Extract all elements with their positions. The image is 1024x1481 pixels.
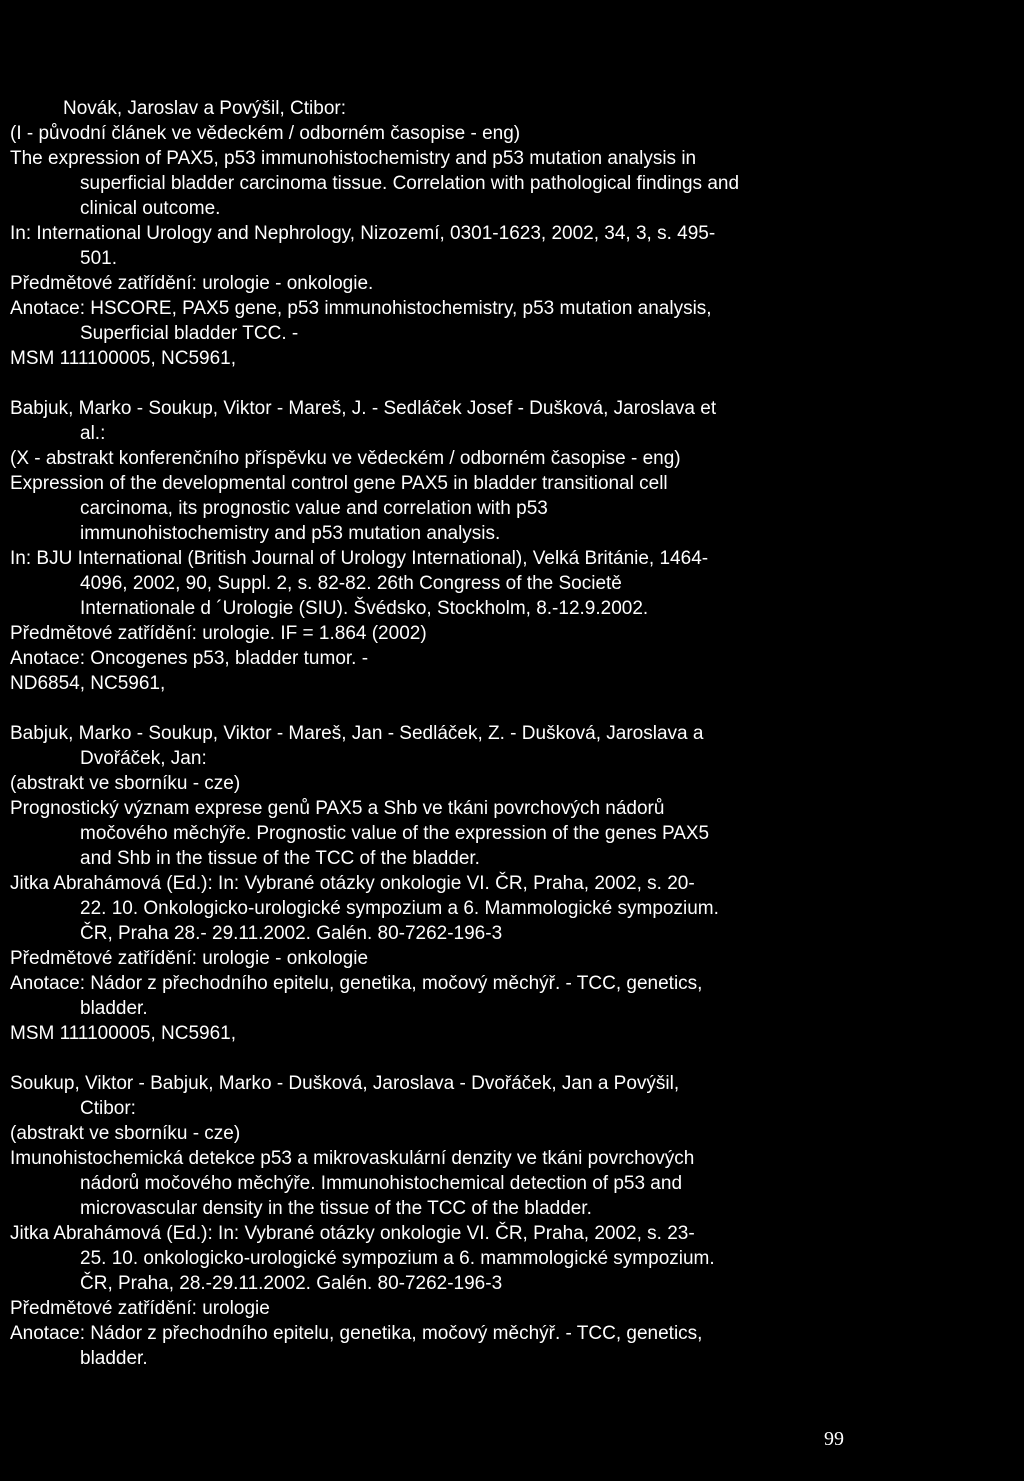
bibliography-entry	[10, 721, 850, 1046]
entry-source-line: 22. 10. Onkologicko-urologické sympozium a 6. Mammologické sympozium.	[80, 898, 719, 919]
entry-title-line: immunohistochemistry and p53 mutation analysis.	[80, 523, 501, 544]
entry-type: (abstrakt ve sborníku - cze)	[10, 1123, 241, 1144]
entry-source-line: ČR, Praha, 28.-29.11.2002. Galén. 80-7262-196-3	[80, 1273, 503, 1294]
entry-title-line: Prognostický význam exprese genů PAX5 a Shb ve tkáni povrchových nádorů	[10, 798, 665, 819]
entry-title-line: nádorů močového měchýře. Immunohistochemical detection of p53 and	[80, 1173, 683, 1194]
entry-annotation-line: Anotace: Nádor z přechodního epitelu, genetika, močový měchýř. - TCC, genetics,	[10, 1323, 703, 1344]
bibliography-list	[10, 96, 850, 1396]
entry-authors-line: Babjuk, Marko - Soukup, Viktor - Mareš, Jan - Sedláček, Z. - Dušková, Jaroslava a	[10, 723, 704, 744]
entry-grants: MSM 111100005, NC5961,	[10, 348, 237, 369]
entry-grants: MSM 111100005, NC5961,	[10, 1023, 237, 1044]
entry-source-line: In: International Urology and Nephrology, Nizozemí, 0301-1623, 2002, 34, 3, s. 495-	[10, 223, 716, 244]
entry-source-line: 501.	[80, 248, 117, 269]
entry-annotation-line: bladder.	[80, 998, 148, 1019]
entry-classification: Předmětové zatřídění: urologie. IF = 1.864 (2002)	[10, 623, 427, 644]
entry-type: (X - abstrakt konferenčního příspěvku ve vědeckém / odborném časopise - eng)	[10, 448, 681, 469]
entry-classification: Předmětové zatřídění: urologie - onkologie.	[10, 273, 374, 294]
entry-grants: ND6854, NC5961,	[10, 673, 166, 694]
entry-authors-line: Ctibor:	[80, 1098, 136, 1119]
entry-source-line: Jitka Abrahámová (Ed.): In: Vybrané otázky onkologie VI. ČR, Praha, 2002, s. 20-	[10, 873, 695, 894]
entry-source-line: 4096, 2002, 90, Suppl. 2, s. 82-82. 26th Congress of the Societě	[80, 573, 622, 594]
entry-source-line: Internationale d ´Urologie (SIU). Švédsko, Stockholm, 8.-12.9.2002.	[80, 598, 649, 619]
entry-type: (I - původní článek ve vědeckém / odborném časopise - eng)	[10, 123, 521, 144]
entry-title-line: microvascular density in the tissue of the TCC of the bladder.	[80, 1198, 592, 1219]
bibliography-entry	[10, 96, 850, 371]
entry-title-line: Expression of the developmental control gene PAX5 in bladder transitional cell	[10, 473, 668, 494]
entry-title-line: močového měchýře. Prognostic value of the expression of the genes PAX5	[80, 823, 710, 844]
entry-title-line: and Shb in the tissue of the TCC of the bladder.	[80, 848, 480, 869]
entry-annotation-line: Anotace: Oncogenes p53, bladder tumor. -	[10, 648, 369, 669]
entry-source-line: ČR, Praha 28.- 29.11.2002. Galén. 80-7262-196-3	[80, 923, 503, 944]
entry-classification: Předmětové zatřídění: urologie	[10, 1298, 270, 1319]
entry-annotation-line: Anotace: HSCORE, PAX5 gene, p53 immunohistochemistry, p53 mutation analysis,	[10, 298, 712, 319]
entry-authors-line: Babjuk, Marko - Soukup, Viktor - Mareš, J. - Sedláček Josef - Dušková, Jaroslava et	[10, 398, 717, 419]
entry-title-line: clinical outcome.	[80, 198, 221, 219]
entry-type: (abstrakt ve sborníku - cze)	[10, 773, 241, 794]
entry-title-line: superficial bladder carcinoma tissue. Correlation with pathological findings and	[80, 173, 740, 194]
bibliography-entry	[10, 1071, 850, 1371]
entry-authors-line: al.:	[80, 423, 106, 444]
entry-source-line: In: BJU International (British Journal of Urology International), Velká Británie, 1464-	[10, 548, 709, 569]
entry-annotation-line: bladder.	[80, 1348, 148, 1369]
entry-annotation-line: Anotace: Nádor z přechodního epitelu, genetika, močový měchýř. - TCC, genetics,	[10, 973, 703, 994]
bibliography-entry	[10, 396, 850, 696]
entry-title-line: carcinoma, its prognostic value and correlation with p53	[80, 498, 548, 519]
entry-classification: Předmětové zatřídění: urologie - onkologie	[10, 948, 369, 969]
entry-authors: Novák, Jaroslav a Povýšil, Ctibor:	[63, 98, 346, 119]
entry-authors-line: Soukup, Viktor - Babjuk, Marko - Dušková, Jaroslava - Dvořáček, Jan a Povýšil,	[10, 1073, 680, 1094]
entry-authors-line: Dvořáček, Jan:	[80, 748, 207, 769]
entry-title-line: The expression of PAX5, p53 immunohistochemistry and p53 mutation analysis in	[10, 148, 697, 169]
entry-annotation-line: Superficial bladder TCC. -	[80, 323, 299, 344]
entry-source-line: Jitka Abrahámová (Ed.): In: Vybrané otázky onkologie VI. ČR, Praha, 2002, s. 23-	[10, 1223, 695, 1244]
page-number: 99	[824, 1428, 844, 1450]
entry-title-line: Imunohistochemická detekce p53 a mikrovaskulární denzity ve tkáni povrchových	[10, 1148, 695, 1169]
entry-source-line: 25. 10. onkologicko-urologické sympozium a 6. mammologické sympozium.	[80, 1248, 715, 1269]
